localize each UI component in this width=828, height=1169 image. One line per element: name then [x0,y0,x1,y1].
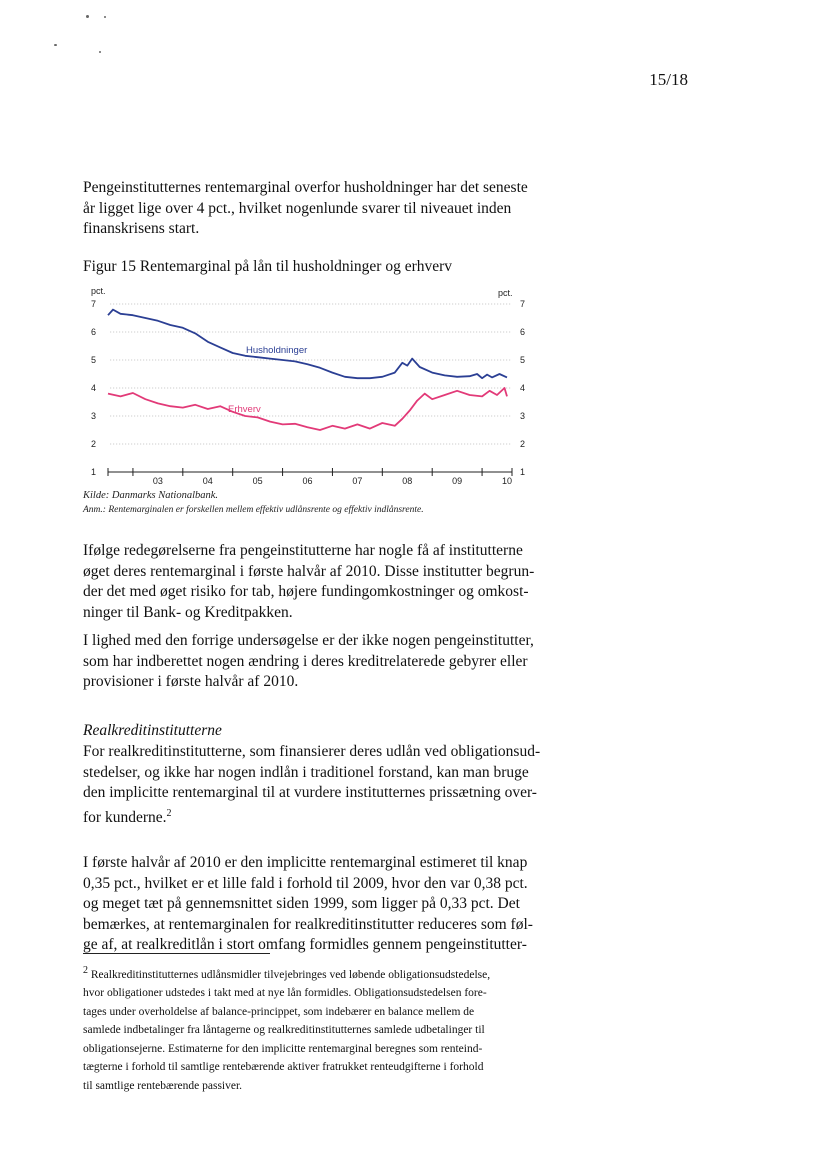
x-tick-label: 06 [302,476,313,486]
y-unit-left: pct. [91,286,106,296]
text-line: øget deres rentemarginal i første halvår af 2010. Disse institutter begrun- [83,562,535,580]
body-paragraph [83,541,552,623]
text-line: der det med øget risiko for tab, højere fundingomkostninger og omkost- [83,583,529,600]
body-paragraph [83,853,552,956]
footnote-number: 2 [83,965,88,976]
footnote-line: hvor obligationer udstedes i takt med at nye lån formidles. Obligationsudstedelsen fore- [83,987,487,1000]
series-label-erhverv: Erhverv [228,404,261,415]
line-chart [88,282,528,488]
x-tick-label: 03 [152,476,163,486]
x-tick-label: 04 [202,476,213,486]
y-tick-label-right: 6 [520,327,526,337]
x-tick-label: 05 [252,476,263,486]
text-line: I lighed med den forrige undersøgelse er der ikke nogen pengeinstitutter, [83,632,534,649]
footnote-line: obligationsejerne. Estimaterne for den implicitte rentemarginal beregnes som renteind- [83,1042,483,1055]
y-tick-label-left: 3 [91,411,97,421]
text-line: Ifølge redegørelserne fra pengeinstitutterne har nogle få af institutterne [83,542,523,559]
chart-note: Anm.: Rentemarginalen er forskellen mellem effektiv udlånsrente og effektiv indlånsrente. [83,505,424,515]
y-tick-label-left: 7 [91,299,97,309]
section-heading: Realkreditinstitutterne [83,722,222,739]
text-line: 0,35 pct., hvilket er et lille fald i forhold til 2009, hvor den var 0,38 pct. [83,874,528,892]
footnote-reference[interactable]: 2 [166,807,172,819]
text-line: ninger til Bank- og Kreditpakken. [83,603,293,621]
series-lines [108,310,507,430]
scan-speck [99,51,101,53]
y-tick-label-left: 5 [91,355,97,365]
scan-speck [86,15,89,18]
footnote-divider [83,953,270,954]
y-tick-label-left: 1 [91,467,97,477]
y-tick-label-right: 7 [520,299,526,309]
footnote-line [83,962,552,984]
y-unit-right: pct. [498,288,513,298]
series-line-erhverv [108,388,507,430]
text-line: den implicitte rentemarginal til at vurdere institutternes prissætning over- [83,784,537,801]
text-line: provisioner i første halvår af 2010. [83,673,299,690]
y-tick-label-right: 4 [520,383,526,393]
text-line: år ligget lige over 4 pct., hvilket nogenlunde svarer til niveauet inden [83,199,512,217]
intro-paragraph [83,178,552,240]
y-tick-label-right: 5 [520,355,526,365]
text-line: For realkreditinstitutterne, som finansierer deres udlån ved obligationsud- [83,743,541,760]
footnote [83,962,552,1095]
body-paragraph [83,631,552,693]
text-line: som har indberettet nogen ændring i deres kreditrelaterede gebyrer eller [83,652,528,670]
x-tick-label: 09 [452,476,463,486]
page-number: 15/18 [649,70,688,89]
text-line: bemærkes, at rentemarginalen for realkreditinstitutter reduceres som føl- [83,915,533,933]
footnote-line: samlede indbetalinger fra låntagerne og realkreditinstitutternes samlede udbetalinger til [83,1024,485,1037]
text-line: finanskrisens start. [83,220,200,237]
body-paragraph [83,742,552,828]
chart-source: Kilde: Danmarks Nationalbank. [83,490,219,501]
y-tick-label-right: 3 [520,411,526,421]
footnote-line: tages under overholdelse af balance-princippet, som indebærer en balance mellem de [83,1005,475,1018]
text-line: ge af, at realkreditlån i stort omfang formidles gennem pengeinstitutter- [83,936,527,953]
y-tick-label-left: 4 [91,383,97,393]
y-tick-label-right: 1 [520,467,526,477]
scan-speck [54,44,57,46]
x-tick-label: 10 [502,476,513,486]
y-tick-label-right: 2 [520,439,526,449]
footnote-line: tægterne i forhold til samtlige rentebærende aktiver fratrukket renteudgifterne i forhold [83,1061,484,1074]
text-line: og meget tæt på gennemsnittet siden 1999, som ligger på 0,33 pct. Det [83,895,520,912]
text-line-content: for kunderne. [83,808,167,826]
y-tick-label-left: 2 [91,439,97,449]
x-tick-label: 07 [352,476,363,486]
figure-caption: Figur 15 Rentemarginal på lån til husholdninger og erhverv [83,258,453,275]
text-line: I første halvår af 2010 er den implicitte rentemarginal estimeret til knap [83,854,528,871]
text-line: stedelser, og ikke har nogen indlån i traditionel forstand, kan man bruge [83,763,529,781]
x-tick-label: 08 [402,476,413,486]
text-line [83,804,552,829]
series-line-husholdninger [108,310,507,379]
text-line: Pengeinstitutternes rentemarginal overfor husholdninger har det seneste [83,179,528,196]
scan-speck [104,16,106,18]
series-label-husholdninger: Husholdninger [246,345,308,356]
footnote-line-text: Realkreditinstitutternes udlånsmidler tilvejebringes ved løbende obligationsudstedelse, [90,968,491,981]
y-tick-label-left: 6 [91,327,97,337]
footnote-line: til samtlige rentebærende passiver. [83,1079,243,1092]
